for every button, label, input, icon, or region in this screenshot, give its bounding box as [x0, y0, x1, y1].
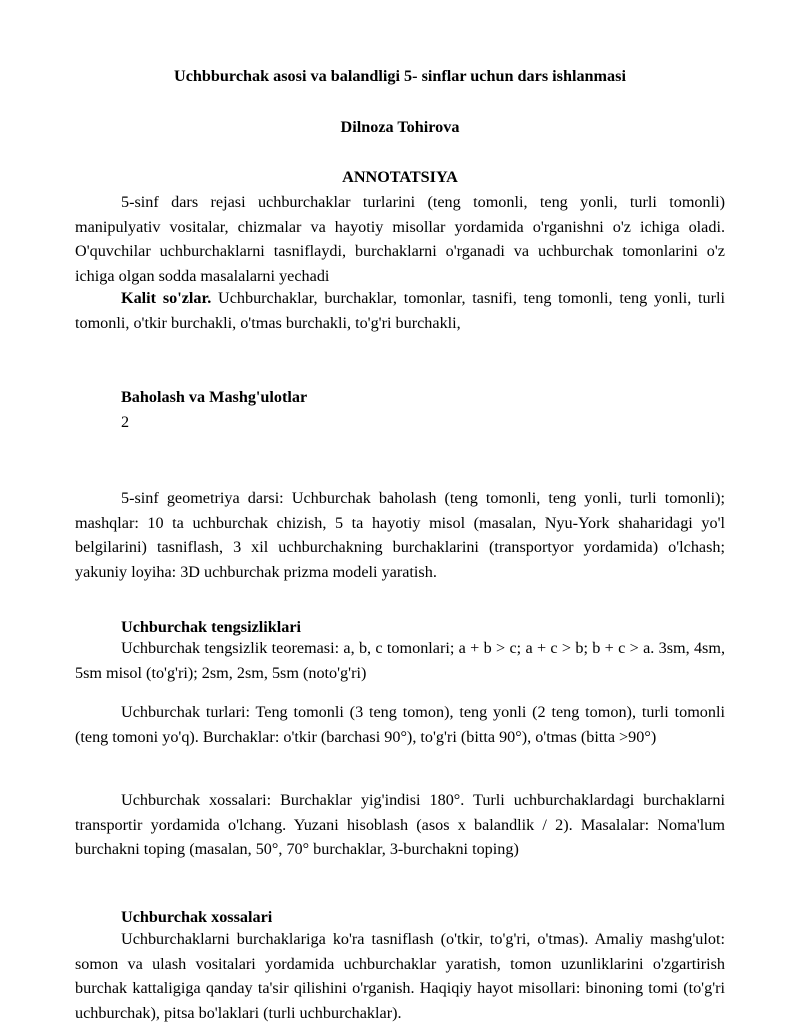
classification-paragraph	[75, 927, 725, 1025]
triangle-properties-text: Uchburchak xossalari: Burchaklar yig'indisi 180°. Turli uchburchaklardagi burchaklarni transportir yordamida o'lchang. Yuzani hisoblash (asos x balandlik / 2). Masalalar: Noma'lum burchakni toping (masalan, 50°, 70° burchaklar, 3-burchakni toping)	[75, 791, 725, 859]
document-author: Dilnoza Tohirova	[340, 118, 460, 136]
triangle-types-text: Uchburchak turlari: Teng tomonli (3 teng tomon), teng yonli (2 teng tomon), turli tomonli (teng tomoni yo'q). Burchaklar: o'tkir (barchasi 90°), to'g'ri (bitta 90°), o'tmas (bitta >90°)	[75, 703, 725, 746]
triangle-types-paragraph	[75, 700, 725, 749]
keywords-label: Kalit so'zlar.	[121, 289, 212, 307]
section-heading-properties: Uchburchak xossalari	[121, 908, 273, 926]
triangle-properties-paragraph	[75, 788, 725, 862]
section-number: 2	[121, 413, 130, 431]
keywords-text: Uchburchaklar, burchaklar, tomonlar, tasnifi, teng tomonli, teng yonli, turli tomonli, o'tkir burchakli, o'tmas burchakli, to'g'ri burchakli,	[75, 289, 726, 332]
inequality-paragraph	[75, 636, 725, 685]
annotation-paragraph	[75, 190, 725, 288]
annotation-text: 5-sinf dars rejasi uchburchaklar turlarini (teng tomonli, teng yonli, turli tomonli) manipulyativ vositalar, chizmalar va hayotiy misollar yordamida o'rganishni o'z ichiga oladi. O'quvchilar uchburchaklarni tasniflaydi, burchaklarni o'rganadi va uchburchak tomonlarini o'z ichiga olgan sodda masalalarni yechadi	[75, 193, 725, 285]
classification-text: Uchburchaklarni burchaklariga ko'ra tasniflash (o'tkir, to'g'ri, o'tmas). Amaliy mashg'ulot: somon va ulash vositalari yordamida uchburchaklar yaratish, tomon uzunliklarini o'zgartirish burchak kattaligiga qanday ta'sir qilishini o'rganish. Haqiqiy hayot misollari: binoning tomi (to'g'ri uchburchak), pitsa bo'laklari (turli uchburchaklar).	[75, 930, 725, 1022]
document-title: Uchbburchak asosi va balandligi 5- sinflar uchun dars ishlanmasi	[174, 67, 626, 85]
assessment-paragraph	[75, 486, 725, 584]
inequality-text: Uchburchak tengsizlik teoremasi: a, b, c tomonlari; a + b > c; a + c > b; b + c > a. 3sm, 4sm, 5sm misol (to'g'ri); 2sm, 2sm, 5sm (noto'g'ri)	[75, 639, 725, 682]
section-heading-inequalities: Uchburchak tengsizliklari	[121, 618, 302, 636]
section-heading-assessment: Baholash va Mashg'ulotlar	[121, 388, 308, 406]
keywords-paragraph	[75, 286, 725, 335]
assessment-text: 5-sinf geometriya darsi: Uchburchak baholash (teng tomonli, teng yonli, turli tomonli); mashqlar: 10 ta uchburchak chizish, 5 ta hayotiy misol (masalan, Nyu-York shaharidagi yo'l belgilarini) tasniflash, 3 xil uchburchakning burchaklarini (transportyor yordamida) o'lchash; yakuniy loyiha: 3D uchburchak prizma modeli yaratish.	[75, 489, 725, 581]
annotation-heading: ANNOTATSIYA	[342, 168, 458, 186]
